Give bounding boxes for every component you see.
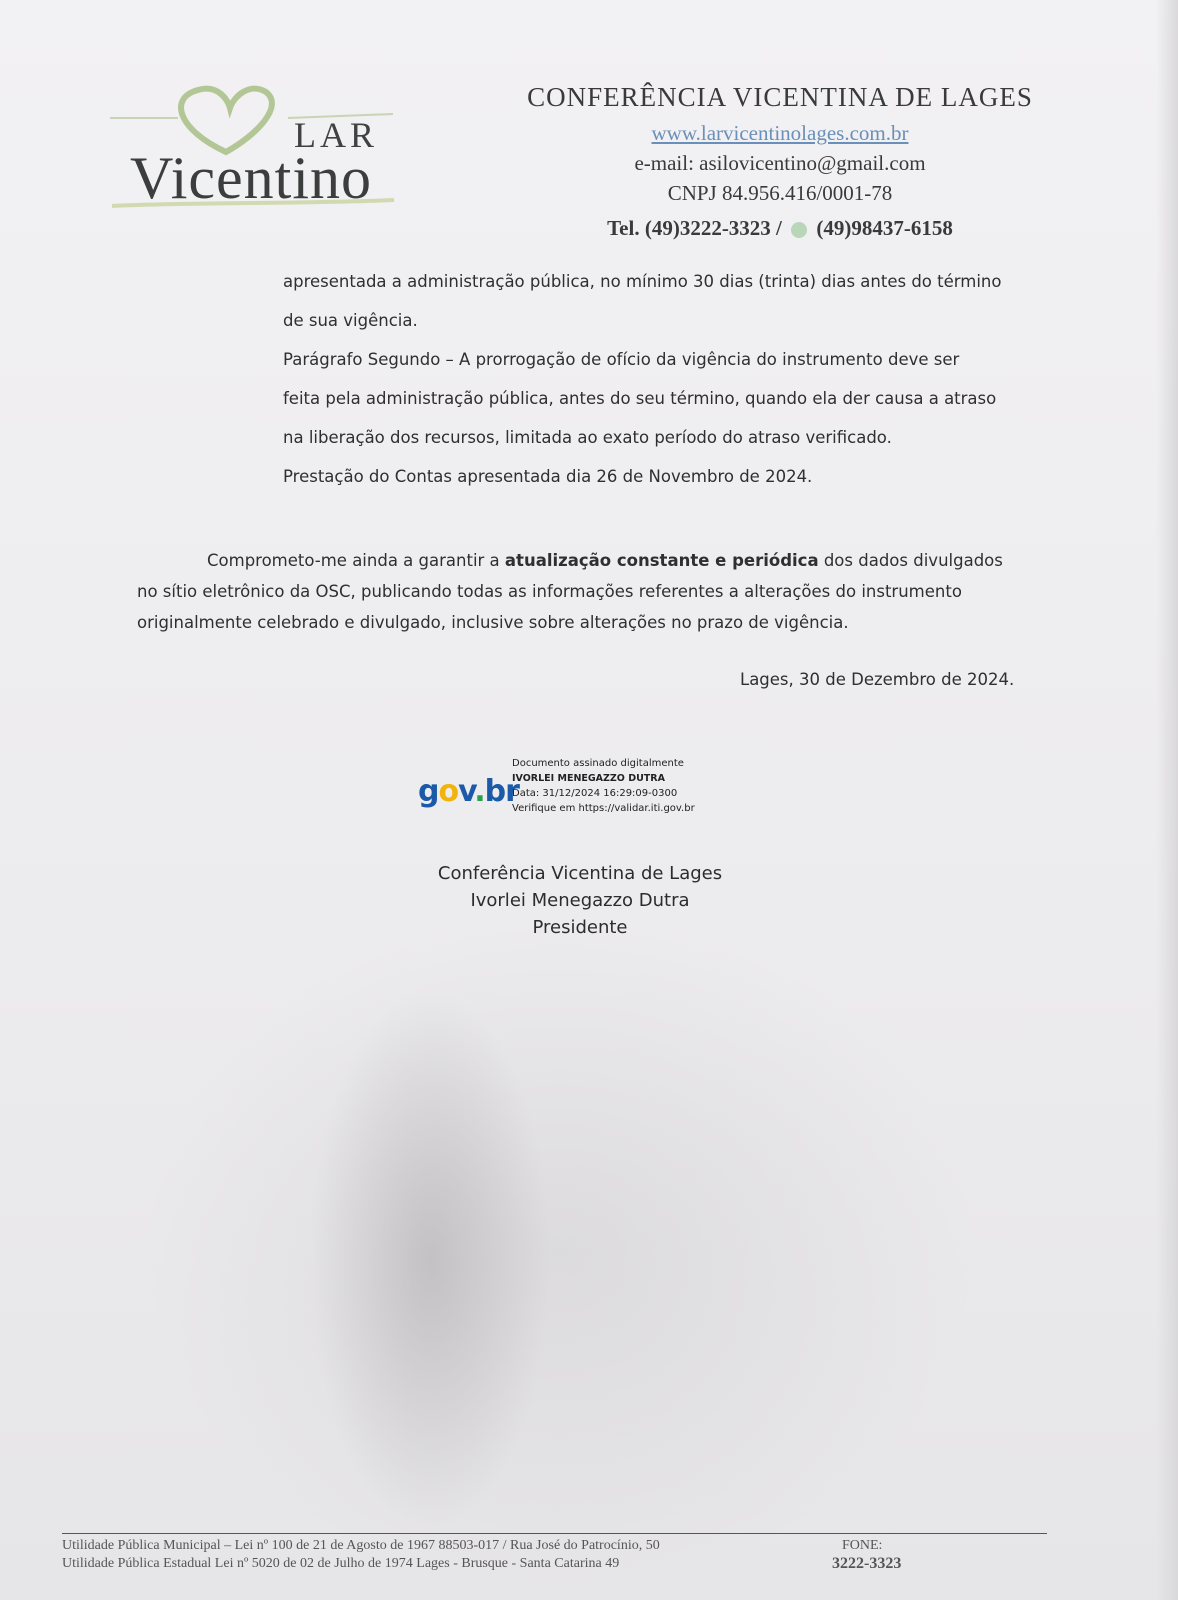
footer-text: Utilidade Pública Municipal – Lei nº 100 de 21 de Agosto de 1967 88503-017 / Rua José do Patrocínio, 50 bbox=[62, 1538, 660, 1553]
footer bbox=[62, 1537, 1062, 1573]
signer-name: IVORLEI MENEGAZZO DUTRA bbox=[512, 773, 665, 784]
signoff-role: Presidente bbox=[532, 917, 628, 938]
text-span: dos dados divulgados bbox=[818, 551, 1003, 570]
fone-number: 3222-3323 bbox=[832, 1555, 902, 1572]
text-line: feita pela administração pública, antes do seu término, quando ela der causa a atraso bbox=[283, 389, 997, 408]
logo-lar-text: LAR bbox=[294, 115, 378, 155]
email-line: e-mail: asilovicentino@gmail.com bbox=[634, 151, 926, 175]
logo-vicentino-text: Vicentino bbox=[130, 145, 372, 211]
signature-heading: Documento assinado digitalmente bbox=[512, 758, 684, 769]
clause-text bbox=[283, 262, 1033, 496]
letterhead-title: CONFERÊNCIA VICENTINA DE LAGES bbox=[527, 82, 1033, 112]
telephone-line bbox=[470, 216, 1090, 241]
footer-text: Utilidade Pública Estadual Lei nº 5020 de 02 de Julho de 1974 Lages - Brusque - Santa Catarina 49 bbox=[62, 1556, 620, 1571]
footer-line bbox=[62, 1537, 1062, 1555]
signoff-block bbox=[380, 860, 780, 941]
signature-verify: Verifique em https://validar.iti.gov.br bbox=[512, 803, 695, 814]
text-line: na liberação dos recursos, limitada ao exato período do atraso verificado. bbox=[283, 428, 892, 447]
digital-signature-stamp bbox=[512, 756, 695, 816]
lar-vicentino-logo bbox=[108, 78, 408, 218]
text-line bbox=[137, 545, 1037, 576]
footer-divider bbox=[62, 1533, 1047, 1534]
commitment-paragraph bbox=[137, 545, 1037, 638]
signoff-name: Ivorlei Menegazzo Dutra bbox=[470, 890, 690, 911]
telephone-number: Tel. (49)3222-3323 / bbox=[607, 216, 782, 240]
text-span: Comprometo-me ainda a garantir a bbox=[207, 551, 505, 570]
text-line: originalmente celebrado e divulgado, inclusive sobre alterações no prazo de vigência. bbox=[137, 613, 849, 632]
text-line: de sua vigência. bbox=[283, 311, 418, 330]
bold-text: atualização constante e periódica bbox=[504, 551, 819, 570]
place-date: Lages, 30 de Dezembro de 2024. bbox=[740, 670, 1015, 689]
website-link[interactable]: www.larvicentinolages.com.br bbox=[651, 121, 909, 145]
cnpj-line: CNPJ 84.956.416/0001-78 bbox=[667, 181, 893, 205]
letterhead bbox=[470, 82, 1090, 241]
paper-edge-shadow bbox=[1156, 0, 1178, 1600]
signoff-org: Conferência Vicentina de Lages bbox=[437, 863, 723, 884]
text-line: Parágrafo Segundo – A prorrogação de ofício da vigência do instrumento deve ser bbox=[283, 350, 960, 369]
govbr-logo: gov.br bbox=[418, 774, 519, 809]
footer-line bbox=[62, 1555, 1062, 1573]
text-line: no sítio eletrônico da OSC, publicando todas as informações referentes a alterações do instrumento bbox=[137, 582, 962, 601]
whatsapp-number: (49)98437-6158 bbox=[816, 216, 953, 240]
text-line: Prestação do Contas apresentada dia 26 de Novembro de 2024. bbox=[283, 467, 813, 486]
signature-date: Data: 31/12/2024 16:29:09-0300 bbox=[512, 788, 678, 799]
fone-label: FONE: bbox=[842, 1538, 883, 1553]
text-line: apresentada a administração pública, no mínimo 30 dias (trinta) dias antes do término bbox=[283, 272, 1002, 291]
whatsapp-icon bbox=[791, 222, 807, 238]
